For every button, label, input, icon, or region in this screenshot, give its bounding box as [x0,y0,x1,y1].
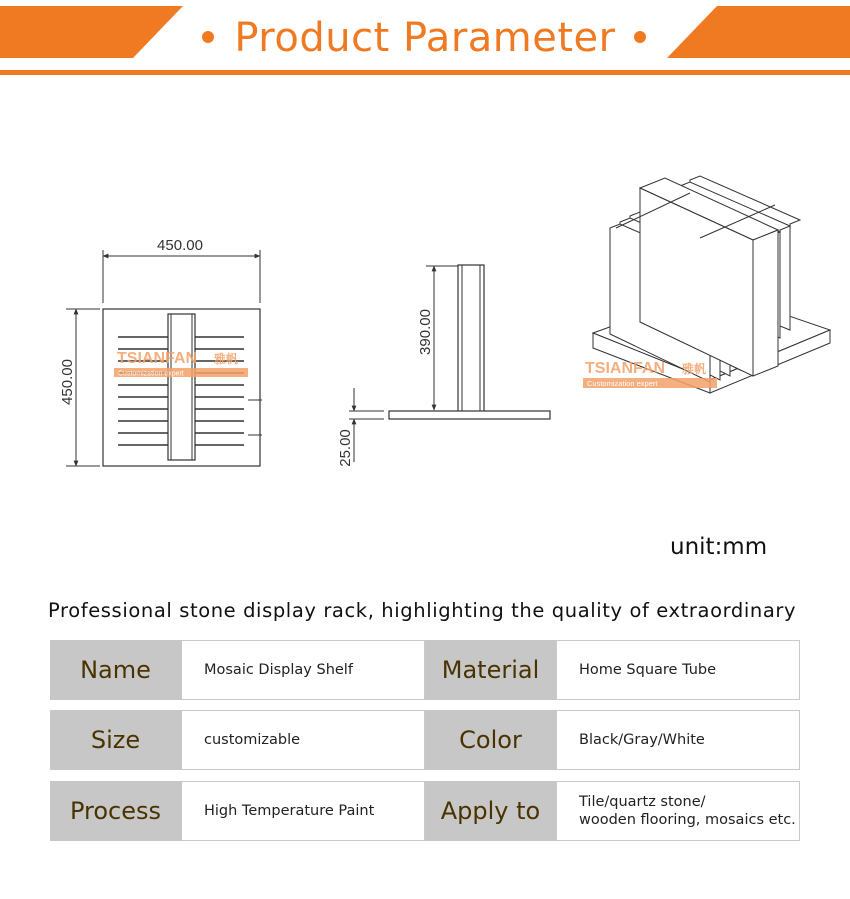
unit-label: unit:mm [670,534,768,560]
spec-row [50,781,800,841]
top-height-label: 450.00 [59,359,76,405]
side-base-label: 25.00 [337,429,354,467]
spec-label: Color [425,710,556,770]
spec-value: Home Square Tube [556,640,800,700]
spec-value: Mosaic Display Shelf [181,640,425,700]
watermark-brand-cn: 雅帆 [214,352,239,366]
technical-drawing [0,90,850,490]
spec-row [50,710,800,770]
watermark-brand-2: TSIANFAN [585,360,665,377]
spec-value: Black/Gray/White [556,710,800,770]
spec-row [50,640,800,700]
watermark-left [114,350,248,378]
watermark-right [583,360,717,388]
side-view [349,265,550,462]
spec-label: Name [50,640,181,700]
spec-label: Process [50,781,181,841]
top-width-label: 450.00 [157,237,203,254]
watermark-brand-cn-2: 雅帆 [682,362,707,376]
page-title: Product Parameter [234,15,616,61]
watermark-brand: TSIANFAN [117,350,197,367]
header-banner [0,0,850,78]
watermark-sub-2: Customization expert [587,379,658,388]
tagline: Professional stone display rack, highlighting the quality of extraordinary [48,599,797,622]
watermark-sub: Customization expert [118,370,184,378]
spec-label: Apply to [425,781,556,841]
spec-value: customizable [181,710,425,770]
spec-value: High Temperature Paint [181,781,425,841]
spec-value: Tile/quartz stone/ wooden flooring, mosaics etc. [556,781,800,841]
spec-label: Material [425,640,556,700]
side-height-label: 390.00 [417,309,434,355]
spec-label: Size [50,710,181,770]
